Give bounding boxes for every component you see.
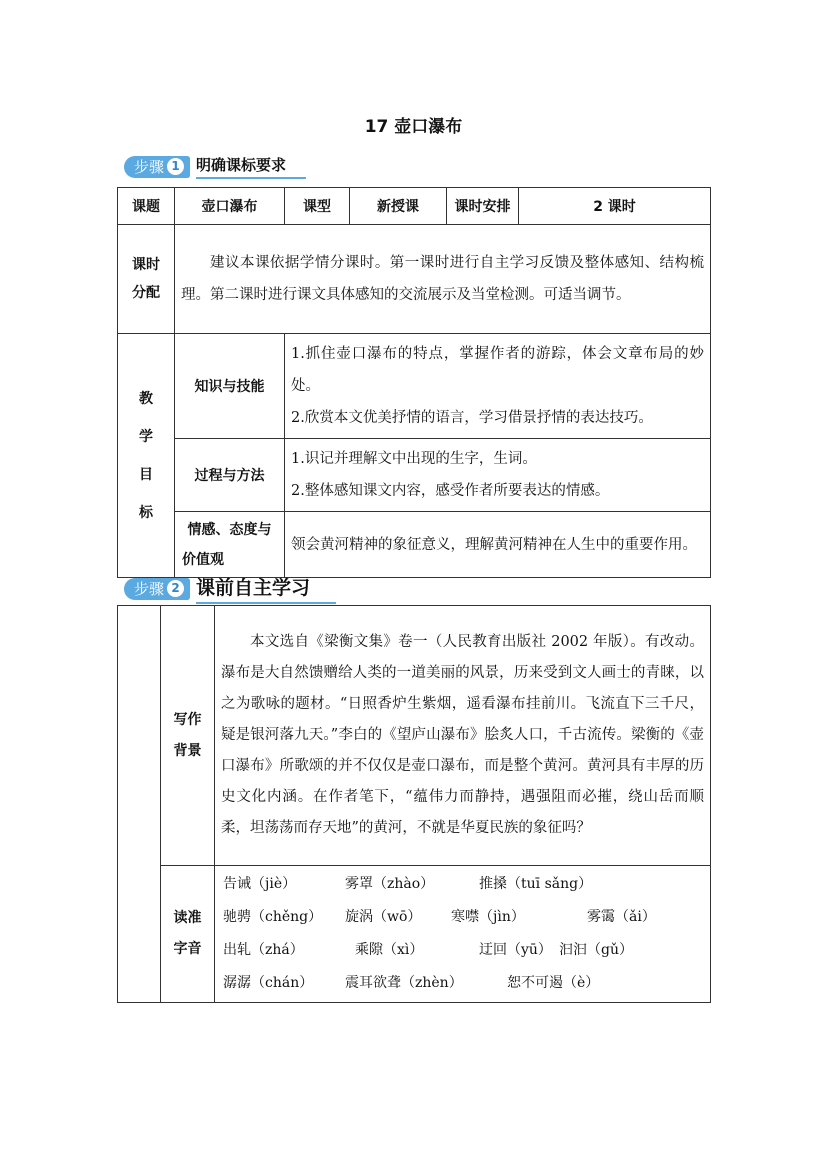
header-cell: 课题 bbox=[118, 188, 175, 225]
page-title: 17 壶口瀑布 bbox=[364, 117, 463, 137]
table-row bbox=[118, 866, 711, 1003]
goals-label: 教 学 目 标 bbox=[118, 334, 175, 578]
table-row bbox=[118, 334, 711, 439]
goal-category: 知识与技能 bbox=[175, 334, 285, 439]
lesson-info-table bbox=[117, 187, 711, 578]
step-number: 1 bbox=[167, 158, 184, 175]
header-cell: 2 课时 bbox=[519, 188, 711, 225]
goal-items: 领会黄河精神的象征意义，理解黄河精神在人生中的重要作用。 bbox=[285, 512, 711, 578]
step-label: 步骤 bbox=[134, 158, 165, 176]
step-1-header bbox=[124, 154, 306, 179]
goal-category: 过程与方法 bbox=[175, 439, 285, 512]
goal-category: 情感、态度与 价值观 bbox=[175, 512, 285, 578]
header-cell: 壶口瀑布 bbox=[175, 188, 285, 225]
header-cell: 课时安排 bbox=[447, 188, 519, 225]
background-text: 本文选自《梁衡文集》卷一（人民教育出版社 2002 年版）。有改动。瀑布是大自然馈赠给人类的一道美丽的风景，历来受到文人画士的青睐，以之为歌咏的题材。“日照香炉生紫烟，遥看瀑布挂前川。飞流直下三千尺，疑是银河落九天。”李白的《望庐山瀑布》脍炙人口，千古流传。梁衡的《壶口瀑布》所歌颂的并不仅仅是壶口瀑布，而是整个黄河。黄河具有丰厚的历史文化内涵。在作者笔下，“蕴伟力而静持，遇强阻而必摧，绕山岳而顺柔，坦荡荡而存天地”的黄河，不就是华夏民族的象征吗？ bbox=[215, 606, 711, 866]
table-row bbox=[118, 606, 711, 866]
step-heading: 明确课标要求 bbox=[196, 154, 306, 179]
list-item: 告诫（jiè） 雾罩（zhào） 推搡（tuī sǎng） bbox=[223, 876, 593, 892]
list-item: 驰骋（chěng） 旋涡（wō） 寒噤（jìn） 雾霭（ǎi） bbox=[223, 909, 656, 925]
background-label: 写作 背景 bbox=[161, 606, 215, 866]
table-row bbox=[118, 439, 711, 512]
table-row bbox=[118, 188, 711, 225]
list-item: 出轧（zhá） 乘隙（xì） 迂回（yū） 汩汩（gǔ） bbox=[223, 942, 633, 958]
pronunciation-list bbox=[215, 866, 711, 1003]
step-number: 2 bbox=[167, 580, 184, 597]
allocation-text: 建议本课依据学情分课时。第一课时进行自主学习反馈及整体感知、结构梳理。第二课时进行课文具体感知的交流展示及当堂检测。可适当调节。 bbox=[175, 225, 711, 334]
step-2-header bbox=[124, 573, 336, 604]
blank-cell bbox=[118, 606, 161, 1003]
allocation-label: 课时 分配 bbox=[118, 225, 175, 334]
header-cell: 新授课 bbox=[350, 188, 447, 225]
step-badge bbox=[124, 578, 190, 600]
goal-items: 1.抓住壶口瀑布的特点，掌握作者的游踪，体会文章布局的妙处。 2.欣赏本文优美抒情的语言，学习借景抒情的表达技巧。 bbox=[285, 334, 711, 439]
table-row bbox=[118, 225, 711, 334]
step-heading: 课前自主学习 bbox=[196, 573, 336, 604]
preview-study-table bbox=[117, 605, 711, 1003]
table-row bbox=[118, 512, 711, 578]
header-cell: 课型 bbox=[285, 188, 350, 225]
goal-items: 1.识记并理解文中出现的生字，生词。 2.整体感知课文内容，感受作者所要表达的情感。 bbox=[285, 439, 711, 512]
pronunciation-label: 读准 字音 bbox=[161, 866, 215, 1003]
list-item: 潺潺（chán） 震耳欲聋（zhèn） 恕不可遏（è） bbox=[223, 975, 600, 991]
step-badge bbox=[124, 156, 190, 178]
step-label: 步骤 bbox=[134, 580, 165, 598]
